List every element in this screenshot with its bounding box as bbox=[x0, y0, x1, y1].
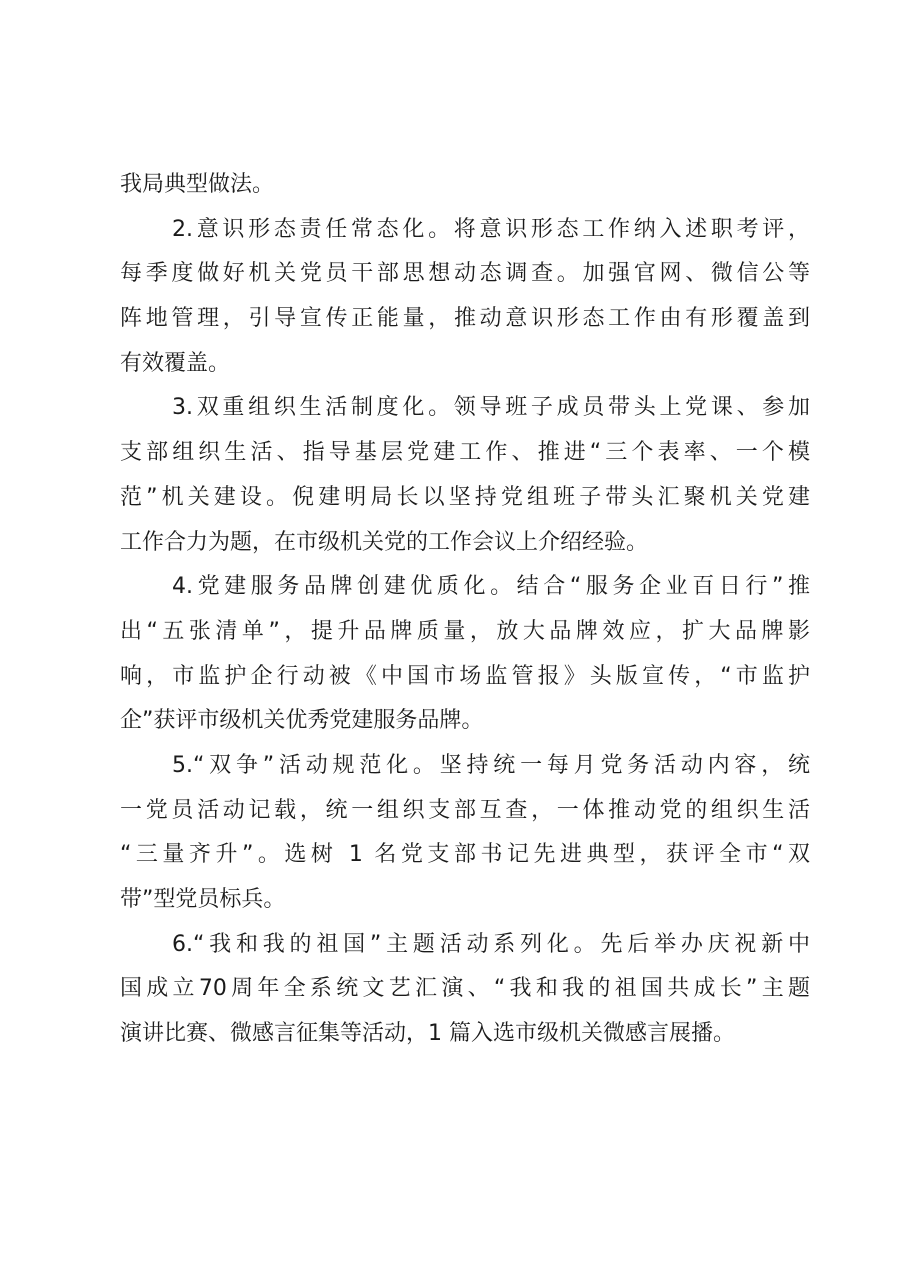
text-line: 工作合力为题，在市级机关党的工作会议上介绍经验。 bbox=[120, 529, 649, 555]
text-line: 3.双重组织生活制度化。领导班子成员带头上党课、参加 bbox=[172, 395, 810, 421]
paragraph-item-4 bbox=[120, 565, 810, 744]
text-line: 带”型党员标兵。 bbox=[120, 887, 286, 912]
paragraph-item-2 bbox=[120, 208, 810, 387]
text-line: 5.“双争”活动规范化。坚持统一每月党务活动内容，统 bbox=[172, 752, 810, 778]
text-line: 我局典型做法。 bbox=[120, 172, 275, 197]
text-line: 出“五张清单”，提升品牌质量，放大品牌效应，扩大品牌影 bbox=[120, 618, 810, 644]
text-line: 国成立70周年全系统文艺汇演、“我和我的祖国共成长”主题 bbox=[120, 976, 810, 1002]
text-line: 4.党建服务品牌创建优质化。结合“服务企业百日行”推 bbox=[172, 574, 810, 600]
paragraph-item-6 bbox=[120, 923, 810, 1057]
text-line: 响，市监护企行动被《中国市场监管报》头版宣传，“市监护 bbox=[120, 663, 810, 689]
text-line: 一党员活动记载，统一组织支部互查，一体推动党的组织生活 bbox=[120, 797, 810, 823]
text-line: 范”机关建设。倪建明局长以坚持党组班子带头汇聚机关党建 bbox=[120, 484, 810, 510]
text-line: 支部组织生活、指导基层党建工作、推进“三个表率、一个模 bbox=[120, 440, 810, 466]
text-line: 企”获评市级机关优秀党建服务品牌。 bbox=[120, 708, 484, 734]
text-line: 2.意识形态责任常态化。将意识形态工作纳入述职考评， bbox=[172, 216, 810, 242]
text-line: 演讲比赛、微感言征集等活动，1 篇入选市级机关微感言展播。 bbox=[120, 1021, 735, 1047]
paragraph-item-5 bbox=[120, 744, 810, 923]
text-line: 阵地管理，引导宣传正能量，推动意识形态工作由有形覆盖到 bbox=[120, 306, 810, 332]
paragraph-continuation bbox=[120, 163, 810, 208]
text-line: 每季度做好机关党员干部思想动态调查。加强官网、微信公等 bbox=[120, 261, 810, 287]
text-line: 有效覆盖。 bbox=[120, 350, 231, 376]
text-line: “三量齐升”。选树 1 名党支部书记先进典型，获评全市“双 bbox=[120, 842, 810, 868]
paragraph-item-3 bbox=[120, 386, 810, 565]
document-body bbox=[120, 163, 810, 1057]
text-line: 6.“我和我的祖国”主题活动系列化。先后举办庆祝新中 bbox=[172, 931, 810, 957]
